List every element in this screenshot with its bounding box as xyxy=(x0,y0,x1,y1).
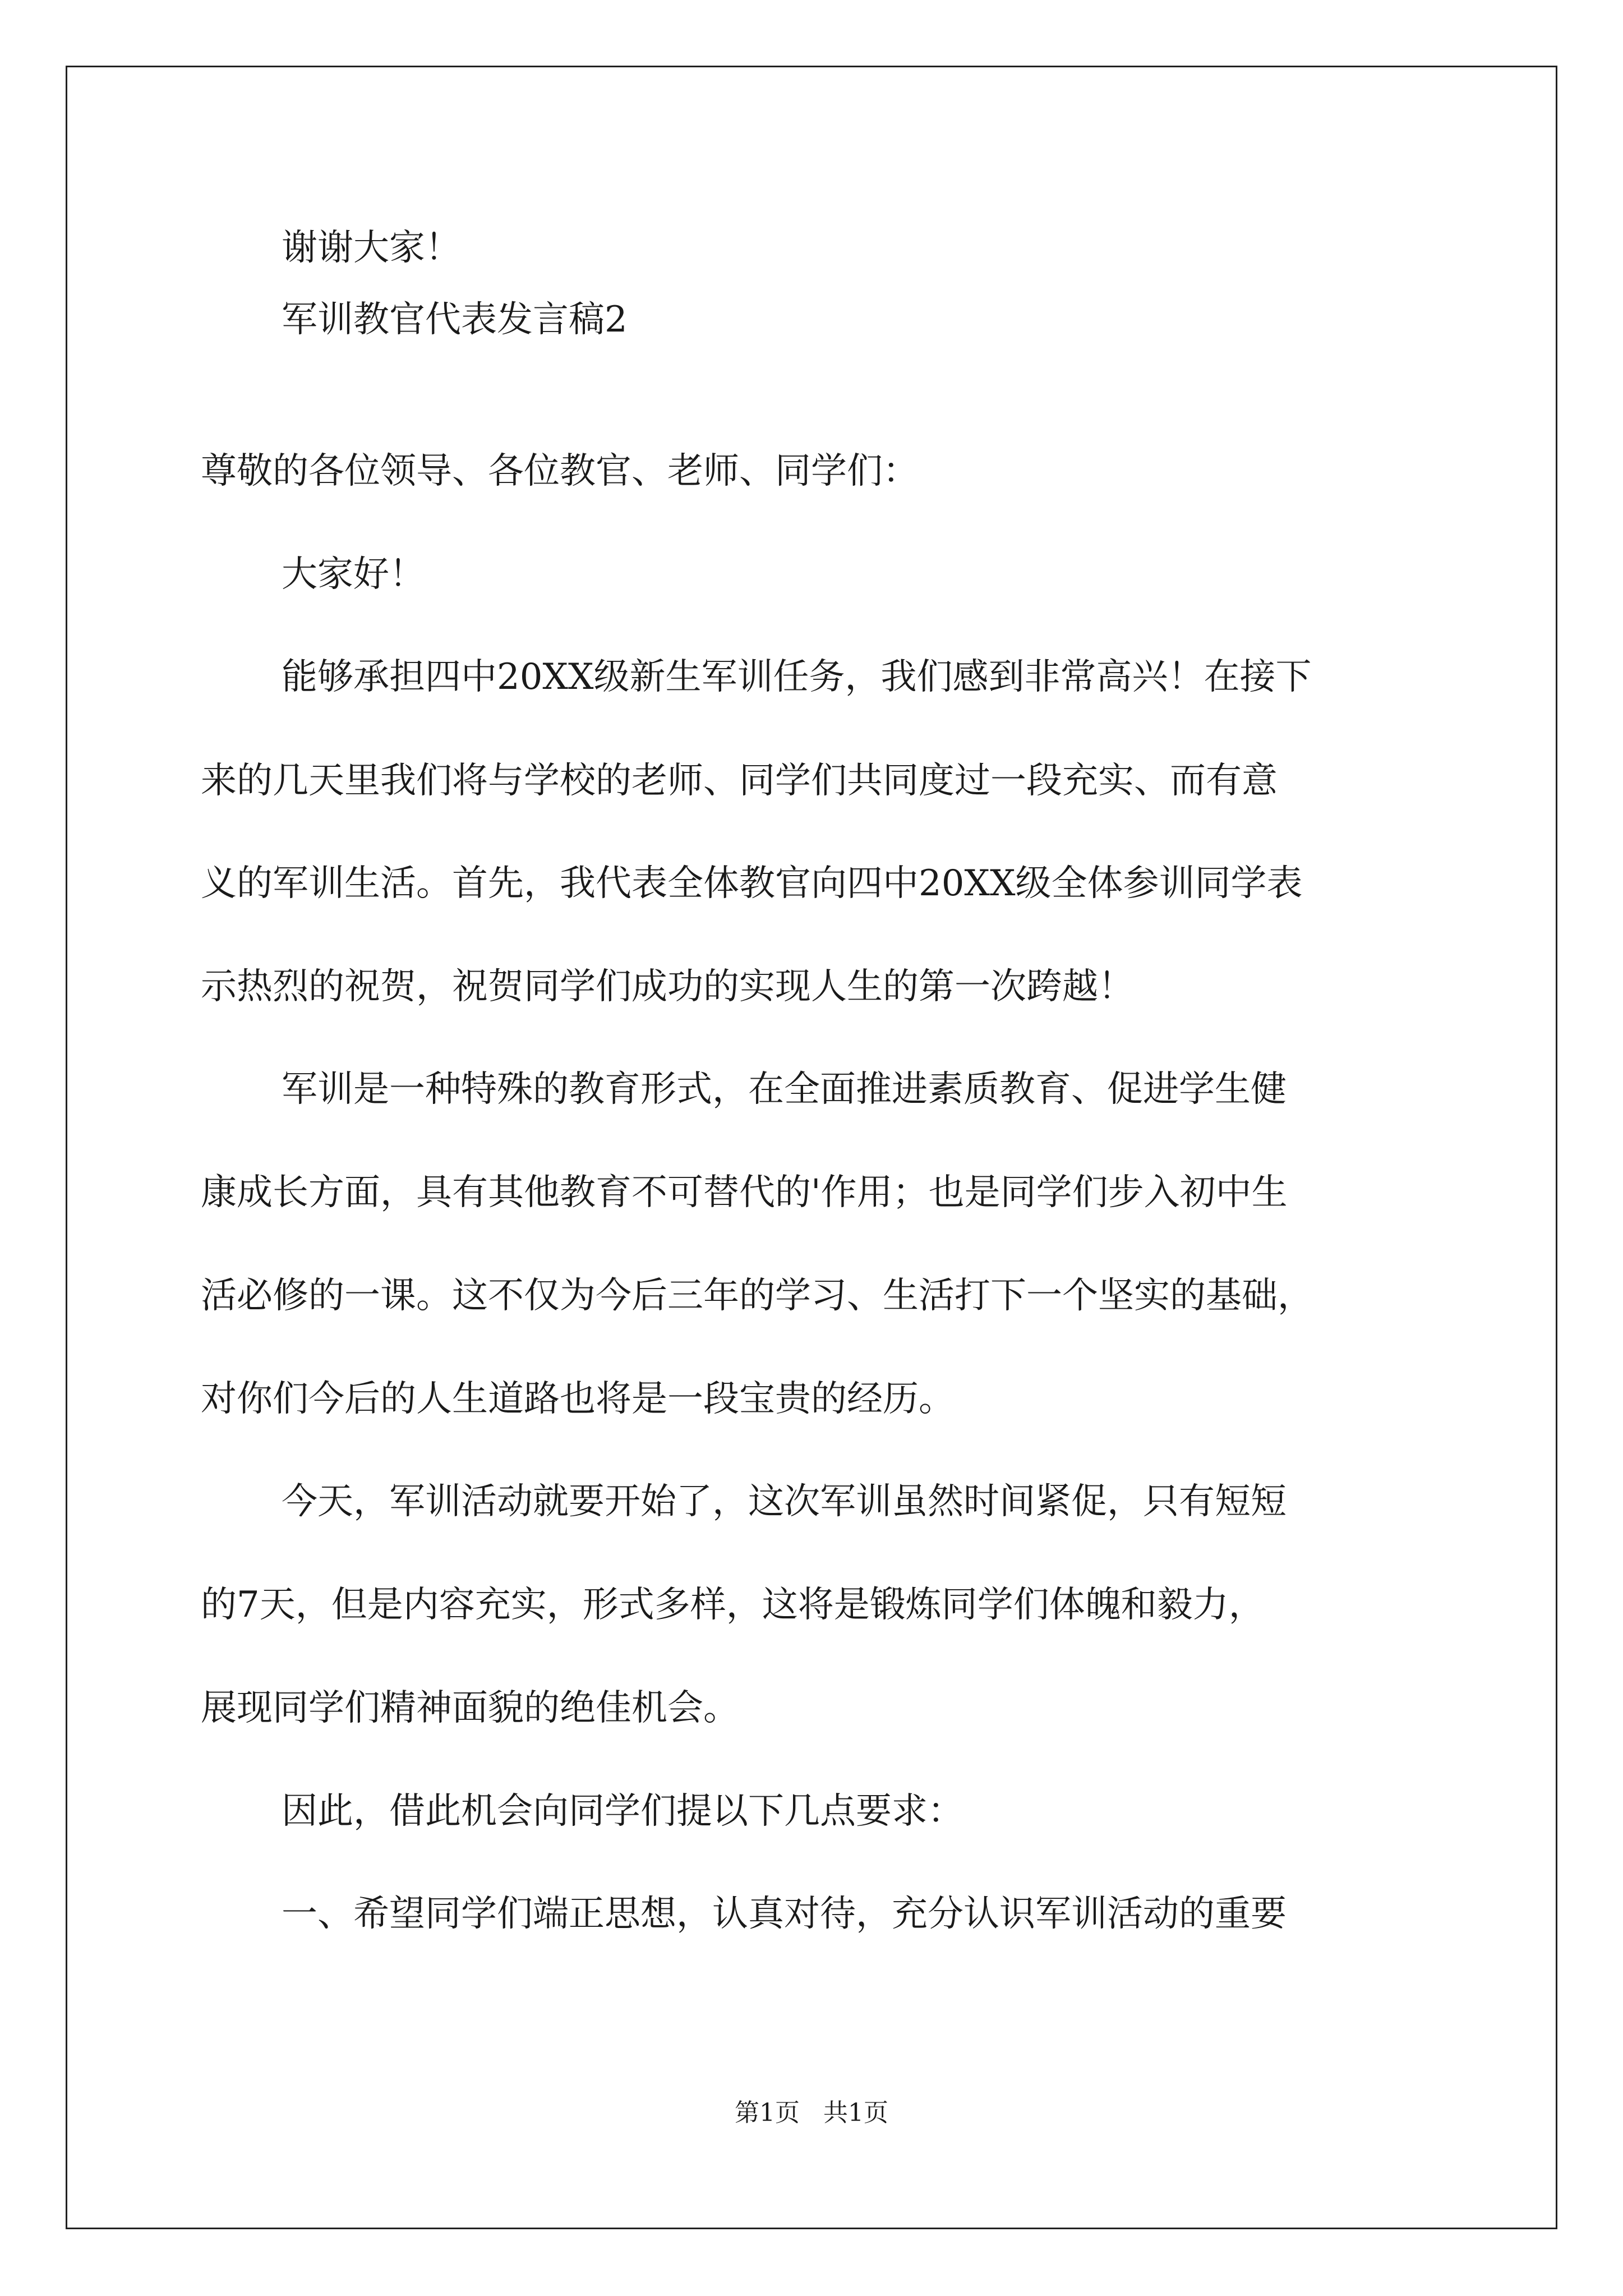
text-line: 的7天，但是内容充实，形式多样，这将是锻炼同学们体魄和毅力， xyxy=(201,1584,1265,1626)
text-line: 义的军训生活。首先，我代表全体教官向四中20XX级全体参训同学表 xyxy=(201,863,1303,904)
page-footer: 第1页 共1页 xyxy=(735,2099,888,2127)
text-line: 来的几天里我们将与学校的老师、同学们共同度过一段充实、而有意 xyxy=(201,760,1278,802)
text-line: 能够承担四中20XX级新生军训任务，我们感到非常高兴！在接下 xyxy=(282,656,1312,698)
text-line: 谢谢大家！ xyxy=(282,227,461,269)
text-line: 军训是一种特殊的教育形式，在全面推进素质教育、促进学生健 xyxy=(282,1069,1287,1110)
text-line: 大家好！ xyxy=(282,554,425,595)
document-title: 军训教官代表发言稿2 xyxy=(282,299,628,341)
text-line: 今天，军训活动就要开始了，这次军训虽然时间紧促，只有短短 xyxy=(282,1481,1287,1522)
text-line: 尊敬的各位领导、各位教官、老师、同学们： xyxy=(201,450,919,492)
text-line: 因此，借此机会向同学们提以下几点要求： xyxy=(282,1791,963,1832)
text-line: 对你们今后的人生道路也将是一段宝贵的经历。 xyxy=(201,1378,955,1420)
text-line: 展现同学们精神面貌的绝佳机会。 xyxy=(201,1687,739,1729)
text-line: 一、希望同学们端正思想，认真对待，充分认识军训活动的重要 xyxy=(282,1893,1287,1935)
text-line: 康成长方面，具有其他教育不可替代的'作用；也是同学们步入初中生 xyxy=(201,1172,1288,1213)
text-line: 示热烈的祝贺，祝贺同学们成功的实现人生的第一次跨越！ xyxy=(201,966,1134,1007)
text-line: 活必修的一课。这不仅为今后三年的学习、生活打下一个坚实的基础， xyxy=(201,1275,1313,1317)
